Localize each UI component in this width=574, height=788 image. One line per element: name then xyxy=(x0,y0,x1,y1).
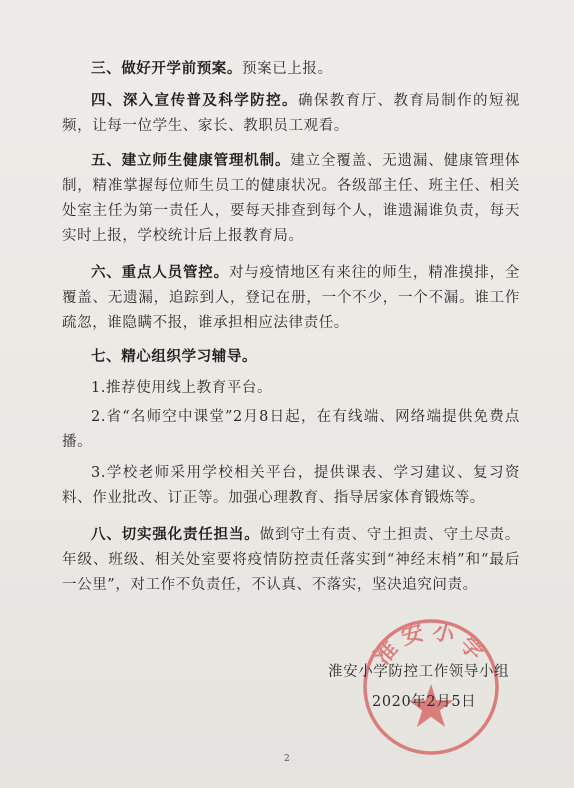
section-8-body: 做到守土有责、守土担责、守土尽责。年级、班级、相关处室要将疫情防控责任落实到“神经末梢”和“最后一公里”，对工作不负责任，不认真、不落实，坚决追究问责。 xyxy=(62,526,520,593)
section-8-heading: 八、切实强化责任担当。 xyxy=(91,526,260,543)
section-4-body: 确保教育厅、教育局制作的短视频，让每一位学生、家长、教职员工观看。 xyxy=(62,92,520,134)
item-7-3 xyxy=(62,461,520,511)
section-5 xyxy=(62,149,520,249)
item-7-1 xyxy=(62,376,520,401)
section-5-body: 建立全覆盖、无遗漏、健康管理体制，精准掌握每位师生员工的健康状况。各级部主任、班主任、相关处室主任为第一责任人，要每天排查到每个人，谁遗漏谁负责，每天实时上报，学校统计后上报教育局。 xyxy=(62,152,520,244)
section-7-heading: 七、精心组织学习辅导。 xyxy=(91,348,258,365)
signature-date: 2020年2月5日 xyxy=(372,694,477,710)
page-number: 2 xyxy=(284,754,290,764)
section-6-heading: 六、重点人员管控。 xyxy=(91,264,229,281)
official-seal xyxy=(356,612,506,762)
seal-text: 淮安小学 xyxy=(370,618,492,670)
item-7-1-text: 1.推荐使用线上教育平台。 xyxy=(91,379,273,396)
signature-org: 淮安小学防控工作领导小组 xyxy=(328,664,510,680)
section-3-body: 预案已上报。 xyxy=(242,60,333,77)
section-6-body: 对与疫情地区有来往的师生，精准摸排，全覆盖、无遗漏，追踪到人，登记在册，一个不少，一个不漏。谁工作疏忽，谁隐瞒不报，谁承担相应法律责任。 xyxy=(62,264,520,331)
section-8 xyxy=(62,523,520,598)
item-7-3-text: 3.学校老师采用学校相关平台，提供课表、学习建议、复习资料、作业批改、订正等。加强心理教育、指导居家体育锻炼等。 xyxy=(62,464,520,506)
section-3-heading: 三、做好开学前预案。 xyxy=(91,60,242,77)
section-3 xyxy=(62,57,520,82)
section-5-heading: 五、建立师生健康管理机制。 xyxy=(91,152,291,169)
item-7-2 xyxy=(62,405,520,455)
section-6 xyxy=(62,261,520,336)
section-7 xyxy=(62,345,520,370)
section-4-heading: 四、深入宣传普及科学防控。 xyxy=(91,92,298,109)
item-7-2-text: 2.省“名师空中课堂”2月8日起，在有线端、网络端提供免费点播。 xyxy=(62,408,520,450)
section-4 xyxy=(62,89,520,139)
